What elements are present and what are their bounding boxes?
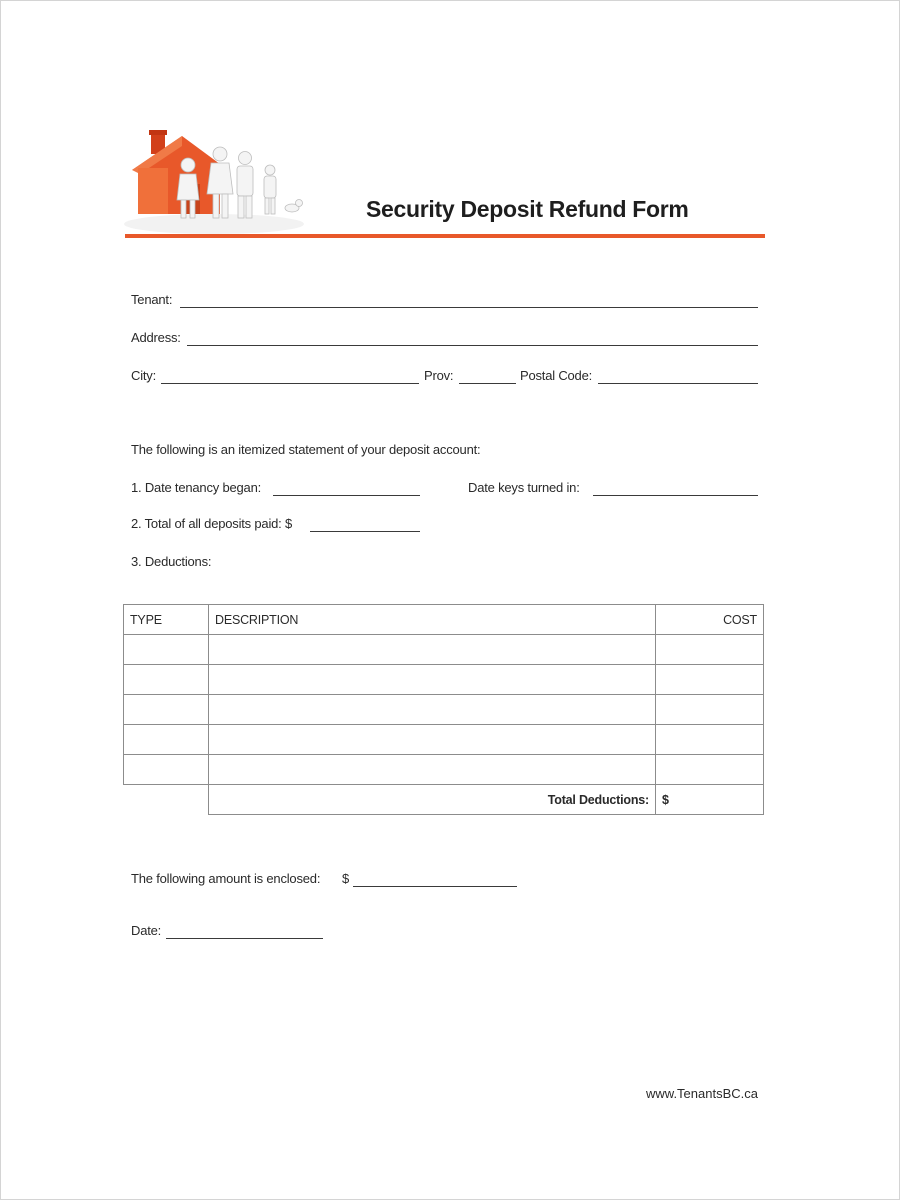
city-field[interactable] [161, 383, 419, 384]
cost-cell[interactable] [656, 635, 764, 665]
date-label: Date: [131, 923, 162, 938]
type-cell[interactable] [124, 725, 209, 755]
header-description: DESCRIPTION [209, 605, 656, 635]
date-field[interactable] [166, 938, 323, 939]
deductions-label: 3. Deductions: [131, 554, 212, 569]
table-row [124, 695, 764, 725]
deductions-table [123, 604, 764, 815]
type-cell[interactable] [124, 665, 209, 695]
total-row-spacer [124, 785, 209, 815]
enclosed-amount-field[interactable] [353, 886, 517, 887]
table-header-row [124, 605, 764, 635]
tenant-field[interactable] [180, 307, 758, 308]
description-cell[interactable] [209, 695, 656, 725]
header-cost: COST [656, 605, 764, 635]
type-cell[interactable] [124, 755, 209, 785]
tenant-label: Tenant: [131, 292, 173, 307]
date-tenancy-label: 1. Date tenancy began: [131, 480, 262, 495]
type-cell[interactable] [124, 635, 209, 665]
total-deductions-label: Total Deductions: [209, 785, 656, 815]
table-row [124, 665, 764, 695]
table-row [124, 725, 764, 755]
cost-cell[interactable] [656, 755, 764, 785]
postal-code-label: Postal Code: [520, 368, 593, 383]
cost-cell[interactable] [656, 725, 764, 755]
statement-intro: The following is an itemized statement of your deposit account: [131, 442, 481, 457]
form-title: Security Deposit Refund Form [366, 196, 689, 222]
prov-label: Prov: [424, 368, 454, 383]
city-label: City: [131, 368, 157, 383]
postal-code-field[interactable] [598, 383, 758, 384]
cost-cell[interactable] [656, 665, 764, 695]
address-field[interactable] [187, 345, 758, 346]
total-deposits-label: 2. Total of all deposits paid: $ [131, 516, 293, 531]
date-tenancy-field[interactable] [273, 495, 420, 496]
address-label: Address: [131, 330, 181, 345]
description-cell[interactable] [209, 665, 656, 695]
footer-website: www.TenantsBC.ca [646, 1086, 758, 1101]
header-type: TYPE [124, 605, 209, 635]
house-family-icon [124, 128, 310, 234]
total-deposits-field[interactable] [310, 531, 420, 532]
enclosed-currency: $ [342, 871, 350, 886]
cost-cell[interactable] [656, 695, 764, 725]
description-cell[interactable] [209, 755, 656, 785]
prov-field[interactable] [459, 383, 516, 384]
title-divider [125, 234, 765, 238]
table-row [124, 635, 764, 665]
description-cell[interactable] [209, 635, 656, 665]
total-deductions-value[interactable]: $ [656, 785, 764, 815]
date-keys-field[interactable] [593, 495, 758, 496]
date-keys-label: Date keys turned in: [468, 480, 580, 495]
total-row [124, 785, 764, 815]
enclosed-label: The following amount is enclosed: [131, 871, 321, 886]
type-cell[interactable] [124, 695, 209, 725]
description-cell[interactable] [209, 725, 656, 755]
table-row [124, 755, 764, 785]
